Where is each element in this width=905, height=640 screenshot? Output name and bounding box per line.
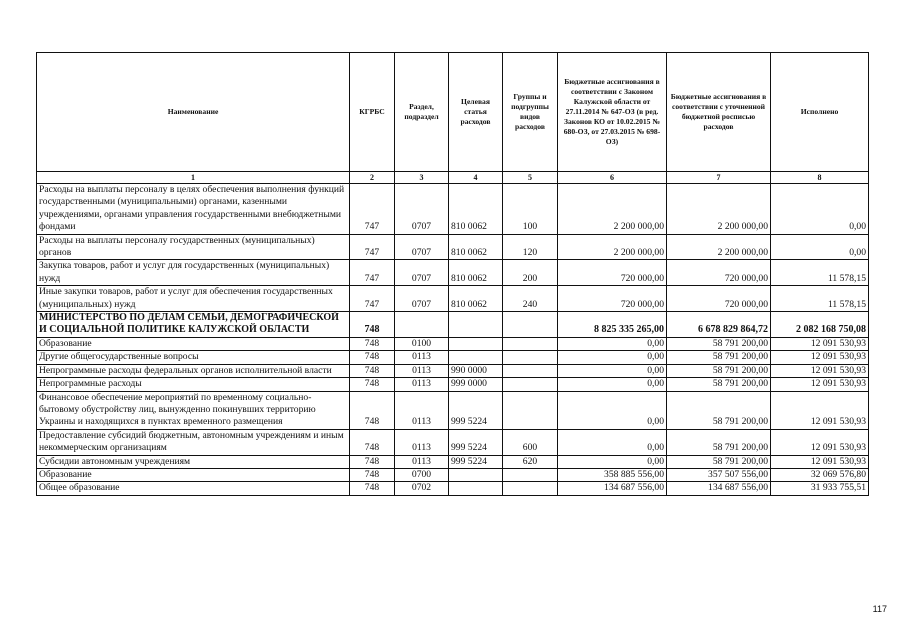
cell-roster-appropriations: 6 678 829 864,72 [667, 312, 771, 338]
cell-kgrbs: 747 [350, 184, 395, 235]
cell-executed: 31 933 755,51 [771, 482, 869, 495]
cell-name: Закупка товаров, работ и услуг для государственных (муниципальных) нужд [37, 260, 350, 286]
column-number-row [37, 172, 869, 184]
column-number: 3 [395, 172, 449, 184]
cell-name: МИНИСТЕРСТВО ПО ДЕЛАМ СЕМЬИ, ДЕМОГРАФИЧЕСКОЙ И СОЦИАЛЬНОЙ ПОЛИТИКЕ КАЛУЖСКОЙ ОБЛАСТИ [37, 312, 350, 338]
cell-executed: 0,00 [771, 184, 869, 235]
column-number: 6 [558, 172, 667, 184]
cell-target-article [449, 468, 503, 481]
cell-expense-group [503, 391, 558, 429]
cell-name: Иные закупки товаров, работ и услуг для обеспечения государственных (муниципальных) нужд [37, 286, 350, 312]
cell-law-appropriations: 0,00 [558, 391, 667, 429]
cell-law-appropriations: 2 200 000,00 [558, 234, 667, 260]
cell-target-article [449, 337, 503, 350]
table-row [37, 184, 869, 235]
cell-expense-group [503, 351, 558, 364]
cell-target-article [449, 351, 503, 364]
cell-executed: 12 091 530,93 [771, 364, 869, 377]
cell-name: Расходы на выплаты персоналу государственных (муниципальных) органов [37, 234, 350, 260]
cell-name: Непрограммные расходы федеральных органов исполнительной власти [37, 364, 350, 377]
cell-expense-group [503, 378, 558, 391]
cell-expense-group [503, 364, 558, 377]
header-roster-appropriations: Бюджетные ассигнования в соответствии с уточненной бюджетной росписью расходов [667, 53, 771, 172]
cell-kgrbs: 748 [350, 482, 395, 495]
table-row [37, 455, 869, 468]
cell-roster-appropriations: 134 687 556,00 [667, 482, 771, 495]
cell-law-appropriations: 0,00 [558, 455, 667, 468]
cell-target-article: 999 5224 [449, 429, 503, 455]
cell-roster-appropriations: 58 791 200,00 [667, 429, 771, 455]
cell-section: 0707 [395, 234, 449, 260]
cell-law-appropriations: 720 000,00 [558, 286, 667, 312]
header-law-appropriations: Бюджетные ассигнования в соответствии с Законом Калужской области от 27.11.2014 № 647-ОЗ (в ред. Законов КО от 10.02.2015 № 680-ОЗ, от 27.03.2015 № 698-ОЗ) [558, 53, 667, 172]
cell-section: 0707 [395, 184, 449, 235]
cell-executed: 11 578,15 [771, 260, 869, 286]
cell-law-appropriations: 0,00 [558, 351, 667, 364]
cell-section: 0113 [395, 351, 449, 364]
cell-roster-appropriations: 58 791 200,00 [667, 378, 771, 391]
column-number: 1 [37, 172, 350, 184]
column-number: 2 [350, 172, 395, 184]
cell-section: 0113 [395, 429, 449, 455]
cell-section: 0100 [395, 337, 449, 350]
cell-kgrbs: 748 [350, 351, 395, 364]
cell-executed: 0,00 [771, 234, 869, 260]
cell-kgrbs: 748 [350, 455, 395, 468]
cell-expense-group [503, 468, 558, 481]
cell-law-appropriations: 358 885 556,00 [558, 468, 667, 481]
cell-name: Финансовое обеспечение мероприятий по временному социально-бытовому обустройству лиц, вынужденно покинувших территорию Украины и находящихся в пунктах временного размещения [37, 391, 350, 429]
table-row [37, 378, 869, 391]
cell-target-article: 999 5224 [449, 455, 503, 468]
cell-law-appropriations: 0,00 [558, 378, 667, 391]
column-number: 8 [771, 172, 869, 184]
cell-name: Образование [37, 337, 350, 350]
header-executed: Исполнено [771, 53, 869, 172]
table-row [37, 429, 869, 455]
cell-roster-appropriations: 2 200 000,00 [667, 184, 771, 235]
cell-law-appropriations: 0,00 [558, 337, 667, 350]
column-number: 4 [449, 172, 503, 184]
cell-name: Субсидии автономным учреждениям [37, 455, 350, 468]
cell-kgrbs: 748 [350, 337, 395, 350]
cell-executed: 12 091 530,93 [771, 455, 869, 468]
cell-law-appropriations: 0,00 [558, 364, 667, 377]
cell-target-article: 990 0000 [449, 364, 503, 377]
cell-executed: 12 091 530,93 [771, 351, 869, 364]
table-row [37, 312, 869, 338]
cell-kgrbs: 747 [350, 260, 395, 286]
table-row [37, 482, 869, 495]
cell-name: Другие общегосударственные вопросы [37, 351, 350, 364]
cell-target-article: 810 0062 [449, 184, 503, 235]
cell-section [395, 312, 449, 338]
cell-target-article: 810 0062 [449, 234, 503, 260]
cell-section: 0113 [395, 455, 449, 468]
cell-target-article: 810 0062 [449, 286, 503, 312]
cell-target-article [449, 482, 503, 495]
table-row [37, 234, 869, 260]
table-row [37, 364, 869, 377]
cell-kgrbs: 747 [350, 286, 395, 312]
cell-name: Непрограммные расходы [37, 378, 350, 391]
cell-section: 0702 [395, 482, 449, 495]
cell-roster-appropriations: 2 200 000,00 [667, 234, 771, 260]
cell-section: 0113 [395, 391, 449, 429]
table-row [37, 286, 869, 312]
cell-name: Общее образование [37, 482, 350, 495]
cell-roster-appropriations: 58 791 200,00 [667, 351, 771, 364]
cell-roster-appropriations: 58 791 200,00 [667, 455, 771, 468]
cell-expense-group: 100 [503, 184, 558, 235]
cell-executed: 32 069 576,80 [771, 468, 869, 481]
table-row [37, 260, 869, 286]
cell-expense-group: 120 [503, 234, 558, 260]
cell-roster-appropriations: 58 791 200,00 [667, 337, 771, 350]
cell-executed: 11 578,15 [771, 286, 869, 312]
cell-roster-appropriations: 720 000,00 [667, 260, 771, 286]
header-expense-group: Группы и подгруппы видов расходов [503, 53, 558, 172]
table-header-row [37, 53, 869, 172]
cell-kgrbs: 748 [350, 378, 395, 391]
cell-kgrbs: 747 [350, 234, 395, 260]
column-number: 5 [503, 172, 558, 184]
table-body [37, 184, 869, 496]
cell-target-article: 810 0062 [449, 260, 503, 286]
cell-name: Предоставление субсидий бюджетным, автономным учреждениям и иным некоммерческим организациям [37, 429, 350, 455]
column-number: 7 [667, 172, 771, 184]
cell-executed: 2 082 168 750,08 [771, 312, 869, 338]
header-section: Раздел, подраздел [395, 53, 449, 172]
cell-expense-group [503, 482, 558, 495]
budget-execution-table [36, 52, 869, 496]
cell-roster-appropriations: 58 791 200,00 [667, 391, 771, 429]
cell-kgrbs: 748 [350, 391, 395, 429]
cell-executed: 12 091 530,93 [771, 429, 869, 455]
cell-executed: 12 091 530,93 [771, 391, 869, 429]
cell-expense-group: 240 [503, 286, 558, 312]
page-number: 117 [872, 604, 887, 614]
table-row [37, 468, 869, 481]
table-row [37, 391, 869, 429]
cell-roster-appropriations: 357 507 556,00 [667, 468, 771, 481]
cell-name: Расходы на выплаты персоналу в целях обеспечения выполнения функций государственными (муниципальными) органами, казенными учреждениями, органами управления государственными внебюджетными фондами [37, 184, 350, 235]
cell-kgrbs: 748 [350, 468, 395, 481]
cell-law-appropriations: 720 000,00 [558, 260, 667, 286]
cell-target-article: 999 5224 [449, 391, 503, 429]
header-name: Наименование [37, 53, 350, 172]
cell-expense-group [503, 312, 558, 338]
cell-expense-group: 200 [503, 260, 558, 286]
cell-expense-group: 620 [503, 455, 558, 468]
cell-law-appropriations: 134 687 556,00 [558, 482, 667, 495]
cell-section: 0707 [395, 286, 449, 312]
header-kgrbs: КГРБС [350, 53, 395, 172]
cell-target-article [449, 312, 503, 338]
cell-law-appropriations: 8 825 335 265,00 [558, 312, 667, 338]
header-target-article: Целевая статья расходов [449, 53, 503, 172]
cell-expense-group: 600 [503, 429, 558, 455]
cell-roster-appropriations: 58 791 200,00 [667, 364, 771, 377]
cell-kgrbs: 748 [350, 312, 395, 338]
cell-section: 0113 [395, 364, 449, 377]
cell-law-appropriations: 2 200 000,00 [558, 184, 667, 235]
cell-kgrbs: 748 [350, 429, 395, 455]
cell-roster-appropriations: 720 000,00 [667, 286, 771, 312]
cell-law-appropriations: 0,00 [558, 429, 667, 455]
cell-section: 0700 [395, 468, 449, 481]
cell-executed: 12 091 530,93 [771, 337, 869, 350]
cell-name: Образование [37, 468, 350, 481]
cell-kgrbs: 748 [350, 364, 395, 377]
cell-executed: 12 091 530,93 [771, 378, 869, 391]
table-row [37, 351, 869, 364]
cell-target-article: 999 0000 [449, 378, 503, 391]
cell-section: 0113 [395, 378, 449, 391]
cell-section: 0707 [395, 260, 449, 286]
cell-expense-group [503, 337, 558, 350]
table-row [37, 337, 869, 350]
